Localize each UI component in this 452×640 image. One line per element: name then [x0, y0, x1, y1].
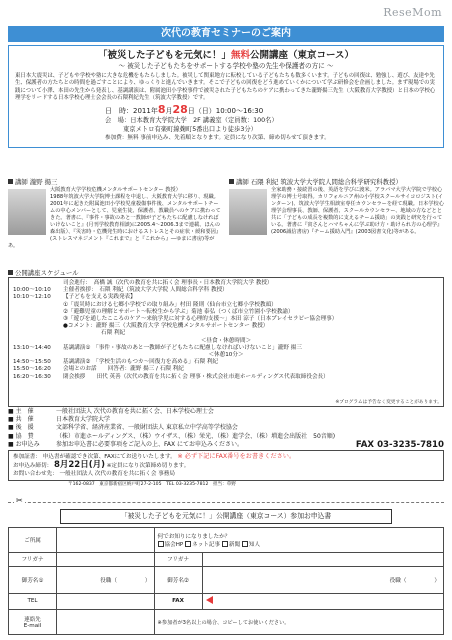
form-title: 「被災した子どもを元気に！」公開講座（東京コース）参加お申込書 — [60, 509, 392, 524]
bio-ishikuma — [229, 178, 444, 266]
furigana-field-2[interactable] — [202, 552, 443, 566]
email-field[interactable] — [57, 610, 155, 635]
event-info — [15, 105, 437, 143]
schedule-row: 10:00～10:10 主催者挨拶： 石隈 利紀（筑波大学大学院 人間総合科学科 教授） — [13, 287, 228, 294]
schedule-note: ※プログラムは予告なく変更することがあります。 — [335, 400, 442, 405]
event-title: 「被災した子どもを元気に！」無料公開講座（東京コース） — [97, 50, 355, 61]
deadline-date: 8月22日(月) — [53, 460, 105, 471]
how-heard: 何でお知りになりましたか？ 協会HP ネット記事 新聞 知人 — [154, 528, 443, 553]
lecturer-name: 講師 瀧野 揚三 — [15, 178, 58, 186]
schedule-table — [8, 277, 444, 407]
detail-row: ■ お申込み 参加お申込書に必要事項をご記入の上、FAX にてお申込みください。 FAX 03-3235-7810 — [8, 439, 444, 450]
schedule-row: ①「震災時における七郷小学校での取り組み」村田 隆則（仙台市立七郷小学校教頭） — [63, 301, 277, 308]
detail-row: ■ 共 催 日本教育大学院大学 — [8, 416, 111, 424]
lecturer-photo — [8, 189, 46, 235]
schedule-row: 14:50～15:50 基調講演② 「学校生活のもつカ～回復力を高める」石隈 利紀 — [13, 359, 219, 366]
lecturer-profile: 1988年筑波大学大学院博士課程を中退し、大阪教育大学に移り、現職。2001年に起きた附属池田小学校児童殺傷事件後、メンタルサポートチームの中心メンバーとして、児童生徒、保護者、教職員へのケアに携わってきた。著書に、『事件・事故のあと一教師が子どもたちに配慮しなければいけないこと』(月刊学校教育相談)に2005.4～2006.3まで連載、ほんの森出版）、『災害時・危機発生時におけるストレスとその症状・緩和要因』(ストレスマネジメント『これまで』と『これから』―ゆまに書房)等があ。 — [8, 194, 222, 249]
checkbox-newspaper[interactable] — [222, 541, 228, 547]
furigana-field-1[interactable] — [57, 552, 155, 566]
scissors-icon: ✂ — [16, 496, 23, 505]
arrow-left-icon — [206, 596, 213, 604]
schedule-row: ③「遊びを通したこころのケア～来航学児に対する心理的支援～」本田 涼子（日本プレイセラピー協会理事） — [63, 316, 338, 323]
event-venue: 会 場：日本教育大学院大学 2F 講義室（定員数：100名） — [105, 117, 278, 125]
schedule-row: ②「避難児童の理解とサポート～転校生から学ぶ」菊池 泰弘（つくば市立竹園小学校教諭） — [63, 308, 294, 315]
schedule-header: 公開講座スケジュール — [8, 268, 79, 277]
schedule-row: ＜休憩10分＞ — [208, 352, 244, 359]
org-field[interactable] — [57, 528, 155, 553]
schedule-row: 16:20～16:30 閉会挨拶 田代 英善（次代の教育を共に拓く会 理事・株式会社市進ホールディングス代表取締役会長） — [13, 373, 329, 380]
square-bullet-icon — [8, 179, 13, 184]
square-bullet-icon — [8, 270, 13, 275]
application-info: 参加証書： 申込書が確認でき次第、FAXにてお送りいたします。 ※ 必ず下記にFAX番号をお書きください。 お申込み締切： 8月22日(月) ※定員になり次第締め切ります。 お問い合わせ先： 一般社団法人 次代の教育を共に拓く会 事務局 — [8, 450, 444, 481]
schedule-row: ●コメント：瀧野 揚三（大阪教育大学 学校危機メンタルサポートセンター 教授） — [63, 323, 269, 330]
application-form: ご所属 何でお知りになりましたか？ 協会HP ネット記事 新聞 知人 フリガナ フリガナ 御芳名① 役職（ ） 御芳名② 役職（ ） TEL FAX 連絡先 E-mail ※参加者が3名以上の場合、コピーしてお使いください。 — [8, 527, 444, 635]
seminar-banner: 次代の教育セミナーのご案内 — [8, 26, 444, 42]
schedule-row: ＜昼食・休憩時間＞ — [200, 337, 252, 344]
name-field-1[interactable]: 役職（ ） — [57, 566, 155, 593]
org-label: ご所属 — [9, 528, 57, 553]
schedule-row: 石隈 利紀 — [101, 330, 126, 337]
event-subtitle: ～ 被災した子どもたちをサポートする学校や塾の先生や保護者の方に ～ — [118, 62, 334, 70]
lecturer-bios — [8, 178, 444, 266]
schedule-row: 司会進行： 髙橋 誠（次代の教育を共に拓く会 理事長・日本教育大学院大学 教授） — [63, 280, 273, 286]
event-fee: 参加費：無料 事前申込み、先着順となります。定員になり次第、締め切らせて頂きます。 — [105, 135, 330, 142]
contact-address: 〒162-0837 東京都新宿区納戸町27-2-105 TEL 03-3235-7812 担当：草野 — [68, 482, 236, 488]
bio-takino — [8, 178, 223, 266]
checkbox-friend[interactable] — [242, 541, 248, 547]
event-venue-address: 東京メトロ有楽町線麹町5番出口より徒歩3分） — [123, 126, 257, 134]
name-field-2[interactable]: 役職（ ） — [202, 566, 443, 593]
detail-row: ■ 主 催 一般社団法人 次代の教育を共に拓く会、日本学校心理士会 — [8, 408, 214, 415]
cut-line — [8, 502, 444, 503]
tel-field[interactable] — [57, 593, 155, 609]
detail-row: ■ 協 賛 （株）市進ホールディングス、（株）ウイザス、（株）栄光、（株）進学会、（株）増進会出版社 50音順) — [8, 432, 336, 440]
fax-number: FAX 03-3235-7810 — [355, 439, 444, 450]
watermark-logo: ReseMom — [383, 6, 442, 19]
checkbox-net[interactable] — [185, 541, 191, 547]
title-section — [8, 45, 444, 148]
fax-field[interactable] — [202, 593, 443, 609]
free-highlight: 無料 — [230, 50, 250, 61]
lecturer-photo — [229, 189, 267, 235]
lecturer-name: 講師 石隈 利紀 筑波大学大学院人間総合科学研究科教授） — [236, 178, 402, 186]
lecturer-affiliation: 大阪教育大学学校危機メンタルサポートセンター 教授） — [50, 187, 181, 193]
intro-text: 東日本大震災は、子どもや学校や塾に大きな危機をもたらしました。被災して関東地方に転校している子どもたちも数多くいます。子どもの回復は、勉強し、遊び、友達や先生、保護者の方たちとの時間を過ごすことにより、ゆっくりと進んでいきます。そこで子どもの回復をどう進めていくかについて学ぶ研修会を企画しました。まず現場での実践について小澤、本田の先生から発表し、基調講演は、附属池田小学校事件で被災された子どもたちのケアに携わってきた瀧野揚三先生（大阪教育大学教授）と日本の学校心理学をリードする日本学校心理士会会長の石隈利紀先生（筑波大学教授）です。 — [15, 73, 436, 101]
lecturer-profile: 全家助務・接続習の後、英語を学びに渡米。アラバマ大学大学院で学校心理学の博士号取得。カリフォルニア州の小学校スクールサイコロジスト(インターン)、筑波大学学生相談室専任カウンセラーを経て現職。日本学校心理学会理事長、教師、保護者、スクールカウンセラー、地域の方などとと共に「子どもの成長を複数的に支えるチーム援助」の実践と研究を行っている。著書に『寅さんとハマちゃんに学ぶ助け方・助けられ方の心理学』(2006誠信書房)『チーム援助入門』(2003図書文化)等がある。 — [271, 187, 444, 235]
checkbox-hp[interactable] — [158, 541, 164, 547]
schedule-row: 10:10～12:10 【子どもを支える実践発表】 — [13, 294, 136, 301]
form-footnote: ※参加者が3名以上の場合、コピーしてお使いください。 — [154, 610, 443, 635]
schedule-row: 13:10～14:40 基調講演① 「事件・事故のあと一教師が子どもたちに配慮しなければいけないこと」瀧野 揚三 — [13, 344, 302, 351]
schedule-row: 15:50～16:20 会場とのお話 回答者：瀧野 揚三 / 石隈 利紀 — [13, 366, 184, 373]
event-details — [8, 408, 444, 489]
detail-row: ■ 後 援 文部科学省、経済産業省、一般財団法人 東京私立中学高等学校協会 — [8, 424, 238, 432]
event-date: 日 時：2011年8月28日（日）10:00～16:30 — [105, 103, 264, 117]
square-bullet-icon — [229, 179, 234, 184]
